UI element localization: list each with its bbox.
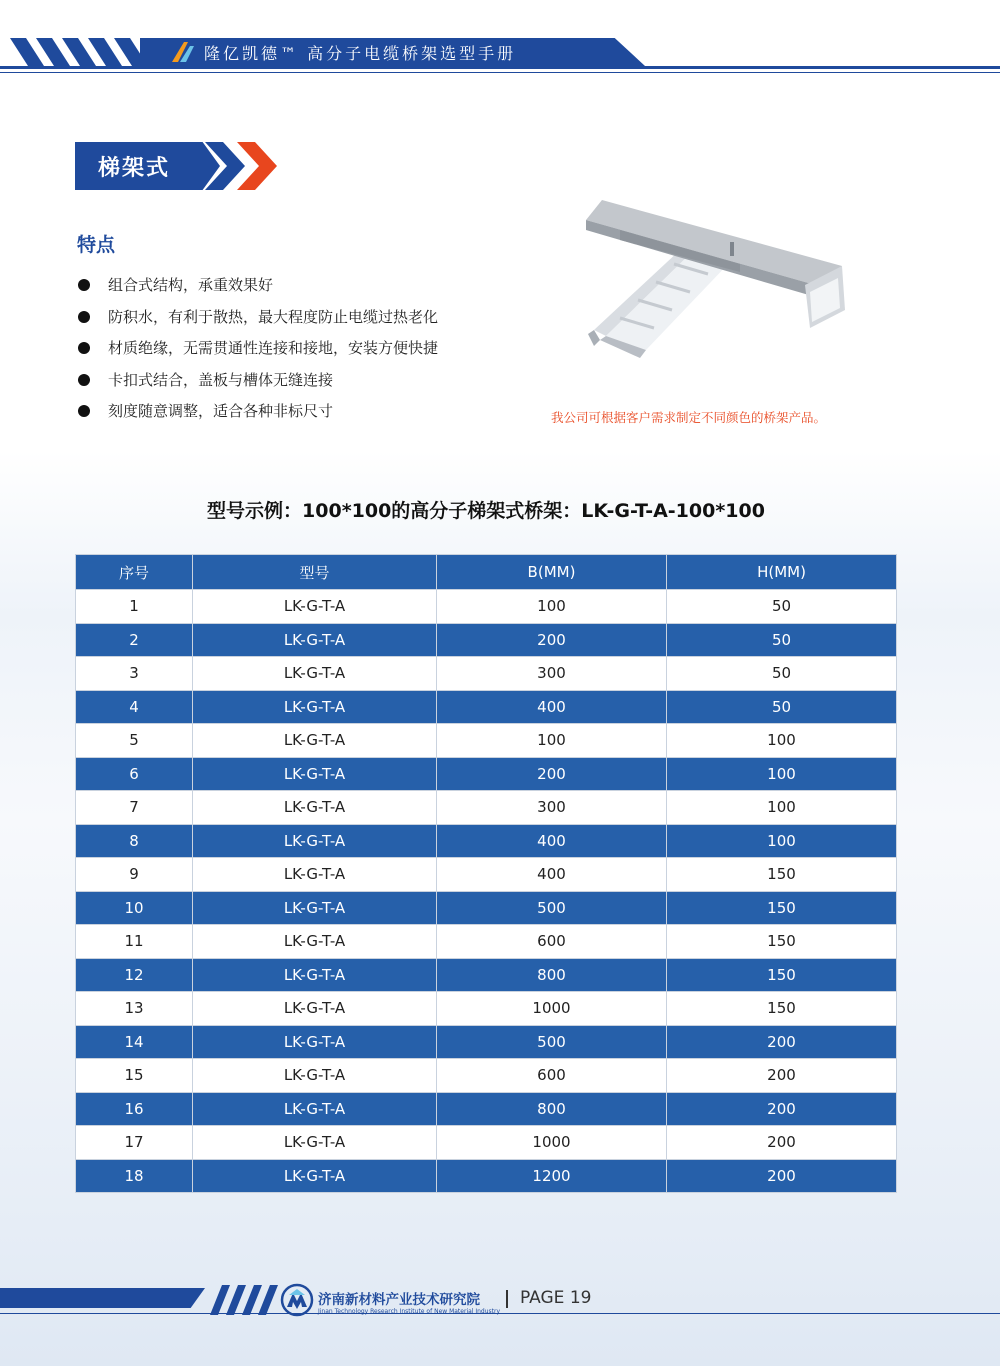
table-cell: 17 [76, 1126, 193, 1160]
features-list [78, 270, 438, 428]
table-cell: 800 [437, 958, 667, 992]
page-number: PAGE 19 [520, 1288, 592, 1308]
table-cell: 800 [437, 1092, 667, 1126]
table-header-row [76, 555, 897, 590]
table-row [76, 590, 897, 624]
table-cell: LK-G-T-A [193, 858, 437, 892]
table-row [76, 858, 897, 892]
header-rule [0, 66, 1000, 69]
feature-item: 防积水，有利于散热，最大程度防止电缆过热老化 [78, 302, 438, 334]
table-row [76, 891, 897, 925]
table-cell: 500 [437, 891, 667, 925]
feature-item: 刻度随意调整，适合各种非标尺寸 [78, 396, 438, 428]
column-header: 序号 [76, 555, 193, 590]
features-title: 特点 [77, 234, 116, 256]
footer-stripes-icon [210, 1285, 280, 1315]
footer-bar [0, 1288, 205, 1308]
column-header: H(MM) [667, 555, 897, 590]
model-example: 型号示例：100*100的高分子梯架式桥架：LK-G-T-A-100*100 [207, 500, 765, 522]
table-cell: 1 [76, 590, 193, 624]
table-cell: 12 [76, 958, 193, 992]
table-cell: 200 [437, 757, 667, 791]
institute-name-en: Jinan Technology Research Institute of New Material Industry [318, 1308, 501, 1315]
header-title: 隆亿凯德™ 高分子电缆桥架选型手册 [204, 44, 517, 63]
table-cell: 7 [76, 791, 193, 825]
footer-separator [506, 1290, 508, 1308]
table-cell: LK-G-T-A [193, 1059, 437, 1093]
table-cell: 18 [76, 1159, 193, 1193]
table-cell: 200 [667, 1159, 897, 1193]
bullet-icon [78, 311, 90, 323]
table-cell: 1000 [437, 1126, 667, 1160]
table-cell: 2 [76, 623, 193, 657]
table-cell: 100 [667, 724, 897, 758]
table-cell: 150 [667, 858, 897, 892]
feature-item: 材质绝缘，无需贯通性连接和接地，安装方便快捷 [78, 333, 438, 365]
column-header: B(MM) [437, 555, 667, 590]
institute-name: 济南新材料产业技术研究院 [318, 1292, 480, 1308]
table-cell: LK-G-T-A [193, 992, 437, 1026]
table-cell: 400 [437, 858, 667, 892]
table-cell: LK-G-T-A [193, 925, 437, 959]
table-cell: 100 [437, 724, 667, 758]
table-row [76, 791, 897, 825]
table-cell: 11 [76, 925, 193, 959]
header-stripes-icon [0, 38, 150, 66]
product-caption: 我公司可根据客户需求制定不同颜色的桥架产品。 [551, 410, 827, 425]
table-cell: 50 [667, 623, 897, 657]
table-cell: 50 [667, 657, 897, 691]
table-row [76, 623, 897, 657]
table-body [76, 590, 897, 1193]
table-cell: 50 [667, 590, 897, 624]
table-cell: 200 [667, 1025, 897, 1059]
table-row [76, 958, 897, 992]
table-row [76, 1126, 897, 1160]
header-rule-thin [0, 72, 1000, 73]
table-row [76, 690, 897, 724]
table-cell: 300 [437, 791, 667, 825]
table-cell: 600 [437, 925, 667, 959]
table-cell: 200 [667, 1059, 897, 1093]
table-cell: LK-G-T-A [193, 891, 437, 925]
table-cell: LK-G-T-A [193, 623, 437, 657]
table-row [76, 724, 897, 758]
table-cell: 150 [667, 891, 897, 925]
table-cell: 500 [437, 1025, 667, 1059]
table-cell: 400 [437, 824, 667, 858]
table-cell: 5 [76, 724, 193, 758]
table-cell: 200 [437, 623, 667, 657]
table-row [76, 824, 897, 858]
table-cell: LK-G-T-A [193, 791, 437, 825]
table-cell: 150 [667, 925, 897, 959]
table-cell: 9 [76, 858, 193, 892]
table-cell: 100 [667, 791, 897, 825]
table-cell: 6 [76, 757, 193, 791]
table-cell: 50 [667, 690, 897, 724]
table-cell: 100 [437, 590, 667, 624]
bullet-icon [78, 374, 90, 386]
table-cell: 200 [667, 1126, 897, 1160]
table-cell: 1000 [437, 992, 667, 1026]
table-row [76, 1025, 897, 1059]
table-cell: LK-G-T-A [193, 824, 437, 858]
table-cell: 150 [667, 992, 897, 1026]
table-cell: LK-G-T-A [193, 1025, 437, 1059]
section-tag-label: 梯架式 [98, 156, 171, 181]
feature-item: 卡扣式结合，盖板与槽体无缝连接 [78, 365, 438, 397]
table-cell: 10 [76, 891, 193, 925]
table-row [76, 1159, 897, 1193]
table-cell: 150 [667, 958, 897, 992]
table-cell: 600 [437, 1059, 667, 1093]
table-row [76, 757, 897, 791]
table-cell: 4 [76, 690, 193, 724]
table-row [76, 925, 897, 959]
table-cell: 100 [667, 757, 897, 791]
ladder-tray-product-illustration [580, 190, 860, 370]
table-cell: LK-G-T-A [193, 724, 437, 758]
spec-table [75, 554, 897, 1193]
institute-logo-icon [280, 1283, 314, 1317]
bullet-icon [78, 279, 90, 291]
brand-logo-icon [170, 40, 196, 64]
table-cell: LK-G-T-A [193, 958, 437, 992]
table-cell: LK-G-T-A [193, 1126, 437, 1160]
feature-item: 组合式结构，承重效果好 [78, 270, 438, 302]
page-header [0, 0, 1000, 80]
table-cell: LK-G-T-A [193, 1159, 437, 1193]
table-row [76, 657, 897, 691]
table-cell: LK-G-T-A [193, 757, 437, 791]
table-cell: 3 [76, 657, 193, 691]
table-cell: LK-G-T-A [193, 1092, 437, 1126]
table-cell: 200 [667, 1092, 897, 1126]
table-cell: 8 [76, 824, 193, 858]
table-row [76, 1059, 897, 1093]
table-cell: 14 [76, 1025, 193, 1059]
bullet-icon [78, 405, 90, 417]
table-cell: LK-G-T-A [193, 590, 437, 624]
table-cell: LK-G-T-A [193, 657, 437, 691]
table-row [76, 992, 897, 1026]
table-cell: 300 [437, 657, 667, 691]
table-cell: 100 [667, 824, 897, 858]
table-cell: 15 [76, 1059, 193, 1093]
table-cell: 13 [76, 992, 193, 1026]
column-header: 型号 [193, 555, 437, 590]
table-cell: 16 [76, 1092, 193, 1126]
bullet-icon [78, 342, 90, 354]
table-cell: 400 [437, 690, 667, 724]
table-cell: LK-G-T-A [193, 690, 437, 724]
table-cell: 1200 [437, 1159, 667, 1193]
table-row [76, 1092, 897, 1126]
